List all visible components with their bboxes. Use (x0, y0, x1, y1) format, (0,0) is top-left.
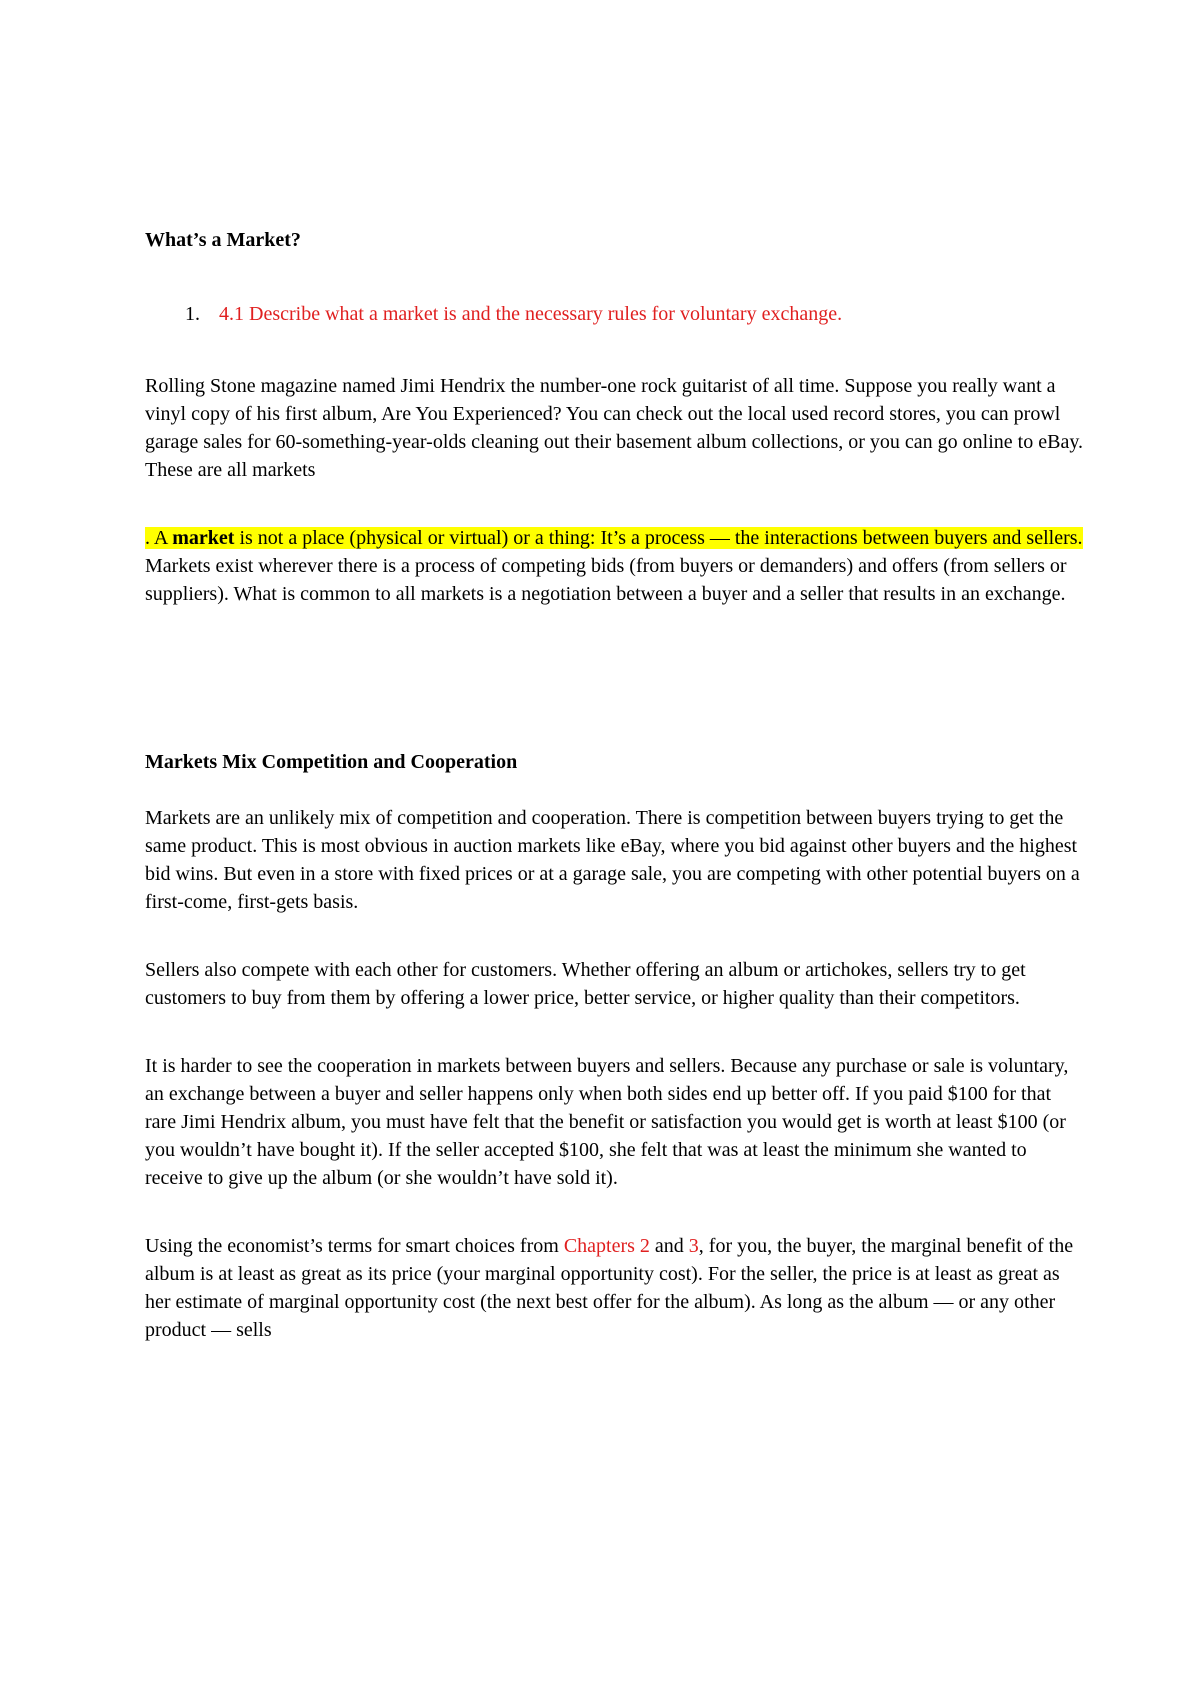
chapters-2-link[interactable]: Chapters 2 (563, 1235, 650, 1257)
paragraph-hendrix-intro: Rolling Stone magazine named Jimi Hendrix the number-one rock guitarist of all time. Suppose you really want a vinyl copy of his first album, Are You Experienced? You can check out the local used record stores, you can prowl garage sales for 60-something-year-olds cleaning out their basement album collections, or you can go online to eBay. These are all markets (145, 375, 1084, 481)
text-segment: and (649, 1235, 689, 1257)
highlight-suffix: is not a place (physical or virtual) or a thing: It’s a process — the interactions between buyers and sellers. (234, 527, 1083, 549)
spacer (145, 1012, 1080, 1052)
section-heading-competition-cooperation: Markets Mix Competition and Cooperation (145, 751, 518, 773)
learning-objective-text: 4.1 Describe what a market is and the necessary rules for voluntary exchange. (219, 303, 843, 325)
spacer (145, 254, 1080, 300)
spacer (145, 484, 1080, 524)
text-segment: Using the economist’s terms for smart choices from (145, 1235, 564, 1257)
highlighted-definition (145, 527, 1083, 549)
highlight-prefix: . A (145, 527, 173, 549)
section-heading-whats-a-market: What’s a Market? (145, 229, 301, 251)
spacer (145, 1192, 1080, 1232)
paragraph-market-definition (145, 524, 1085, 608)
definition-rest: Markets exist wherever there is a process of competing bids (from buyers or demanders) and offers (from sellers or suppliers). What is common to all markets is a negotiation between a buyer and a seller that results in an exchange. (145, 555, 1067, 605)
paragraph-marginal-benefit (145, 1232, 1085, 1344)
paragraph-sellers-compete: Sellers also compete with each other for customers. Whether offering an album or artichokes, sellers try to get customers to buy from them by offering a lower price, better service, or higher quality than their competitors. (145, 959, 1026, 1009)
paragraph-competition: Markets are an unlikely mix of competition and cooperation. There is competition between buyers trying to get the same product. This is most obvious in auction markets like eBay, where you bid against other buyers and the highest bid wins. But even in a store with fixed prices or at a garage sale, you are competing with other potential buyers on a first-come, first-gets basis. (145, 807, 1080, 913)
spacer (145, 916, 1080, 956)
term-market: market (172, 527, 235, 549)
list-number: 1. (185, 303, 200, 325)
spacer (145, 328, 1080, 372)
chapter-3-link[interactable]: 3 (688, 1235, 699, 1257)
spacer (145, 776, 1080, 804)
text-segment: , for you, the buyer, the marginal benefit of the album is at least as great as its price (your marginal opportunity cost). For the seller, the price is at least as great as her estimate of marginal opportunity cost (the next best offer for the album). As long as the album — or any other product — sells (145, 1235, 1074, 1341)
paragraph-cooperation: It is harder to see the cooperation in markets between buyers and sellers. Because any purchase or sale is voluntary, an exchange between a buyer and seller happens only when both sides end up better off. If you paid $100 for that rare Jimi Hendrix album, you must have felt that the benefit or satisfaction you would get is worth at least $100 (or you wouldn’t have bought it). If the seller accepted $100, she felt that was at least the minimum she wanted to receive to give up the album (or she wouldn’t have sold it). (145, 1055, 1069, 1189)
learning-objective (145, 300, 1080, 328)
spacer (145, 608, 1080, 748)
